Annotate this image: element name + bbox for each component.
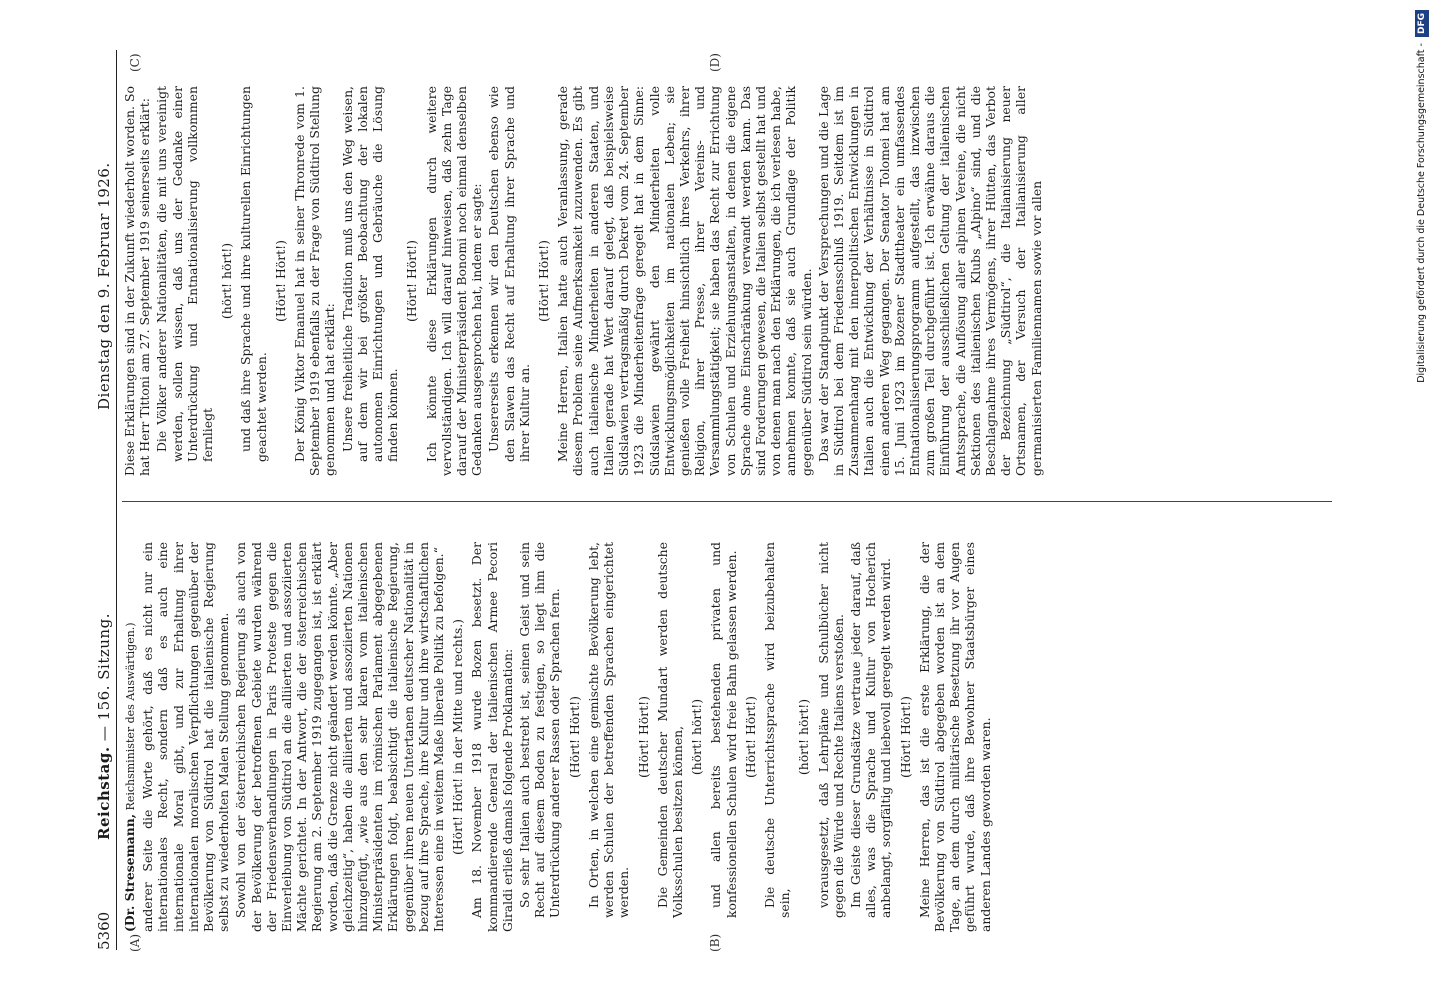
paragraph: Am 18. November 1918 wurde Bozen besetzt. Der kommandierende General der italienischen Armee Pecori Giraldi erließ damals folgende Proklamation: xyxy=(469,542,515,932)
quote: Unsere freiheitliche Tradition muß uns den Weg weisen, auf dem wir bei größter Beobachtung der lokalen autonomen Einrichtungen und Gebräuche die Lösung finden können. xyxy=(339,86,401,462)
left-column xyxy=(122,542,995,932)
interjection: (Hört! Hört! in der Mitte und rechts.) xyxy=(450,619,466,856)
interjection: (Hört! Hört!) xyxy=(404,240,420,322)
dfg-logo: DFG xyxy=(1415,10,1429,37)
session-date: Dienstag den 9. Februar 1926. xyxy=(95,162,113,410)
quote: Unsererseits erkennen wir den Deutschen ebenso wie den Slawen das Recht auf Erhaltung ihrer Sprache und ihrer Kultur an. xyxy=(486,86,532,462)
margin-mark-c: (C) xyxy=(128,53,142,72)
quote: So sehr Italien auch bestrebt ist, seinen Geist und sein Recht auf diesem Boden zu festigen, so liegt ihm die Unterdrückung anderer Rassen oder Sprachen fern. xyxy=(517,542,563,918)
paragraph: Das war der Standpunkt der Versprechungen und die Lage in Südtirol bei dem Friedensschluß 1919. Seitdem ist im Zusammenhang mit den innerpolitischen Entwicklungen in Italien auch die Entwicklung der Verhältnisse in Südtirol einen anderen Weg gegangen. Der Senator Tolomei hat am 15. Juni 1923 im Bozener Stadttheater ein umfassendes Entnationalisierungsprogramm aufgestellt, das inzwischen zum großen Teil durchgeführt ist. Ich erwähne daraus die Einführung der ausschließlichen Geltung der italienischen Amtssprache, die Auflösung aller alpinen Vereine, die nicht Sektionen des italienischen Klubs „Alpino“ sind, und die Beschlagnahme ihres Vermögens, ihrer Hütten, das Verbot der Bezeichnung „Südtirol“, die Italianisierung neuer Ortsnamen, der Versuch der Italianisierung aller germanisierten Familiennamen sowie vor allen xyxy=(815,86,1044,476)
quote: Die Völker anderer Nationalitäten, die mit uns vereinigt werden, sollen wissen, daß uns der Gedanke einer Unterdrückung und Entnationalisierung vollkommen fernliegt xyxy=(154,86,216,462)
quote: In Orten, in welchen eine gemischte Bevölkerung lebt, werden Schulen der betreffenden Sprachen eingerichtet werden. xyxy=(585,542,632,918)
paragraph: Sowohl von der österreichischen Regierung als auch von der Bevölkerung der betroffenen Gebiete wurden während der Friedensverhandlungen in Paris Proteste gegen die Einverleibung von Südtirol an die alliierten und assoziierten Mächte gerichtet. In der Antwort, die der österreichischen Regierung am 2. September 1919 zugegangen ist, ist erklärt worden, daß die Grenze nicht geändert werden könnte. „Aber gleichzeitig“, haben die alliierten und assoziierten Nationen hinzugefügt, „wie aus den sehr klaren vom italienischen Ministerpräsidenten im römischen Parlament abgegebenen Erklärungen folgt, beabsichtigt die italienische Regierung, gegenüber ihren neuen Untertanen deutscher Nationalität in bezug auf ihre Sprache, ihre Kultur und ihre wirtschaftlichen Interessen eine in weitem Maße liberale Politik zu befolgen.“ xyxy=(233,542,447,932)
margin-mark-b: (B) xyxy=(708,933,722,952)
quote: Die deutsche Unterrichtssprache wird beizubehalten sein, xyxy=(761,542,793,918)
digitization-credit xyxy=(1415,10,1429,990)
column-divider xyxy=(122,501,1332,502)
interjection: (hört! hört!) xyxy=(796,698,812,776)
interjection: (Hört! Hört!) xyxy=(536,240,552,322)
interjection: (Hört! Hört!) xyxy=(566,696,582,778)
page-number: 5360 xyxy=(95,911,113,950)
paragraph: Der König Viktor Emanuel hat in seiner Thronrede vom 1. September 1919 ebenfalls zu der Frage von Südtirol Stellung genommen und hat erklärt: xyxy=(292,86,338,476)
session-title: Reichstag. — 156. Sitzung. xyxy=(95,613,113,840)
paragraph: Ich könnte diese Erklärungen durch weitere vervollständigen. Ich will darauf hinweisen, daß zehn Tage darauf der Ministerpräsident Bonomi noch einmal denselben Gedanken ausgesprochen hat, indem er sagte: xyxy=(423,86,485,476)
speaker-line: (Dr. Stresemann, Reichsminister des Auswärtigen.) xyxy=(122,622,137,932)
interjection: (Hört! Hört!) xyxy=(272,240,288,322)
interjection: (hört! hört!) xyxy=(219,242,235,320)
paragraph: Meine Herren, Italien hatte auch Veranlassung, gerade diesem Problem seine Aufmerksamkeit zuzuwenden. Es gibt auch italienische Minderheiten in anderen Staaten, und Italien gerade hat Wert darauf gelegt, daß beispielsweise Südslawien vertragsmäßig durch Dekret vom 24. September 1923 die Minderheitenfrage geregelt hat in dem Sinne: Südslawien gewährt den Minderheiten volle Entwicklungsmöglichkeiten im nationalen Leben; sie genießen volle Freiheit hinsichtlich ihres Verkehrs, ihrer Religion, ihrer Presse, ihrer Vereins- und Versammlungstätigkeit; sie haben das Recht zur Errichtung von Schulen und Erziehungsanstalten, in denen die eigene Sprache ohne Einschränkung verwandt werden kann. Das sind Forderungen gewesen, die Italien selbst gestellt hat und von denen man nach den Erklärungen, die ich verlesen habe, annehmen konnte, daß sie auch Grundlage der Politik gegenüber Südtirol sein würden. xyxy=(555,86,814,476)
credit-text: Digitalisierung gefördert durch die Deutsche Forschungsgemeinschaft xyxy=(1416,49,1427,383)
quote: und daß ihre Sprache und ihre kulturellen Einrichtungen geachtet werden. xyxy=(238,86,269,462)
rotated-page-content xyxy=(88,50,1338,950)
interjection: (Hört! Hört!) xyxy=(742,696,758,778)
interjection: (Hört! Hört!) xyxy=(897,696,913,778)
credit-separator: - xyxy=(1416,40,1427,50)
paragraph: Diese Erklärungen sind in der Zukunft wiederholt worden. So hat Herr Tittoni am 27. September 1919 seinerseits erklärt: xyxy=(122,86,153,476)
margin-mark-a: (A) xyxy=(128,933,142,952)
quote: Im Geiste dieser Grundsätze vertraue jeder darauf, daß alles, was die Sprache und Kultur von Hocherich anbelangt, sorgfältig und liebevoll geregelt werden wird. xyxy=(847,542,894,918)
paragraph: Meine Herren, das ist die erste Erklärung, die der Bevölkerung von Südtirol abgegeben worden ist an dem Tage, an dem durch militärische Besetzung ihr vor Augen geführt wurde, daß ihre Bewohner Staatsbürger eines anderen Landes geworden waren. xyxy=(916,542,993,932)
page-header xyxy=(88,50,117,950)
interjection: (Hört! Hört!) xyxy=(635,696,651,778)
quote: Die Gemeinden deutscher Mundart werden deutsche Volksschulen besitzen können, xyxy=(654,542,685,918)
quote: und allen bereits bestehenden privaten und konfessionellen Schulen wird freie Bahn gelassen werden. xyxy=(708,542,739,918)
quote: vorausgesetzt, daß Lehrpläne und Schulbücher nicht gegen die Würde und Rechte Italiens verstoßen. xyxy=(815,542,846,918)
paragraph: anderer Seite die Worte gehört, daß es nicht nur ein internationales Recht, sondern daß es auch eine internationale Moral gibt, und zur Erhaltung ihrer internationalen moralischen Verpflichtungen gegenüber der Bevölkerung von Südtirol hat die italienische Regierung selbst zu wiederholten Malen Stellung genommen. xyxy=(140,542,232,932)
right-column xyxy=(122,86,1046,476)
margin-mark-d: (D) xyxy=(708,53,722,72)
interjection: (hört! hört!) xyxy=(689,698,705,776)
